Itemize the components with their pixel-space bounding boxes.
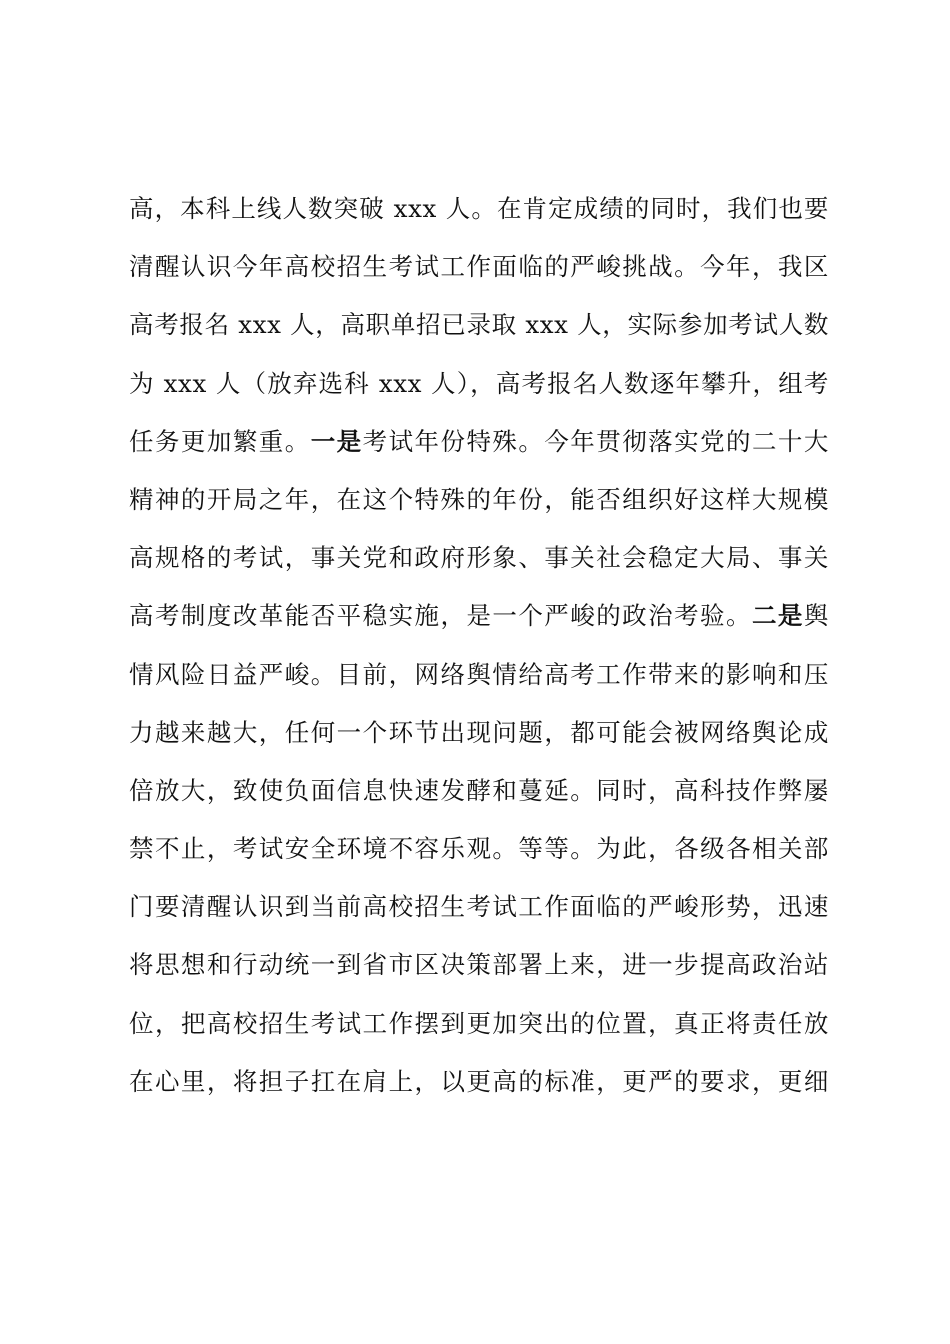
- text-line: [129, 296, 829, 354]
- emphasis-text: 一是: [310, 426, 363, 456]
- text-line: [129, 529, 829, 587]
- text-segment: 在心里，将担子扛在肩上，以更高的标准，更严的要求，更细: [129, 1066, 829, 1096]
- text-line: [129, 995, 829, 1053]
- text-segment: 任务更加繁重。: [129, 426, 311, 456]
- text-segment: 高，本科上线人数突破 xxx 人。在肯定成绩的同时，我们也要: [129, 194, 829, 223]
- emphasis-text: 二是: [751, 601, 804, 631]
- text-segment: 为 xxx 人（放弃选科 xxx 人），高考报名人数逐年攀升，组考: [129, 368, 829, 398]
- text-segment: 高考报名 xxx 人，高职单招已录取 xxx 人，实际参加考试人数: [129, 310, 829, 340]
- text-segment: 将思想和行动统一到省市区决策部署上来，进一步提高政治站: [129, 950, 829, 980]
- text-line: [129, 936, 829, 994]
- text-segment: 高考制度改革能否平稳实施，是一个严峻的政治考验。: [129, 601, 752, 631]
- text-line: [129, 413, 829, 471]
- text-line: [129, 820, 829, 878]
- text-line: [129, 878, 829, 936]
- text-line: [129, 646, 829, 704]
- text-segment: 高规格的考试，事关党和政府形象、事关社会稳定大局、事关: [129, 543, 829, 573]
- text-segment: 力越来越大，任何一个环节出现问题，都可能会被网络舆论成: [129, 717, 829, 747]
- text-line: [129, 238, 829, 296]
- text-line: [129, 355, 829, 413]
- text-segment: 门要清醒认识到当前高校招生考试工作面临的严峻形势，迅速: [129, 892, 829, 922]
- text-line: [129, 587, 829, 645]
- text-line: [129, 471, 829, 529]
- text-line: [129, 180, 829, 238]
- text-segment: 位，把高校招生考试工作摆到更加突出的位置，真正将责任放: [129, 1008, 829, 1038]
- text-segment: 情风险日益严峻。目前，网络舆情给高考工作带来的影响和压: [129, 659, 829, 689]
- text-segment: 精神的开局之年，在这个特殊的年份，能否组织好这样大规模: [129, 484, 829, 514]
- text-segment: 清醒认识今年高校招生考试工作面临的严峻挑战。今年，我区: [129, 252, 829, 282]
- body-paragraph: [129, 180, 829, 1111]
- text-segment: 禁不止，考试安全环境不容乐观。等等。为此，各级各相关部: [129, 834, 829, 864]
- text-segment: 倍放大，致使负面信息快速发酵和蔓延。同时，高科技作弊屡: [129, 775, 829, 805]
- text-line: [129, 1053, 829, 1111]
- text-segment: 考试年份特殊。今年贯彻落实党的二十大: [362, 426, 829, 456]
- text-line: [129, 704, 829, 762]
- text-line: [129, 762, 829, 820]
- text-segment: 舆: [803, 601, 829, 631]
